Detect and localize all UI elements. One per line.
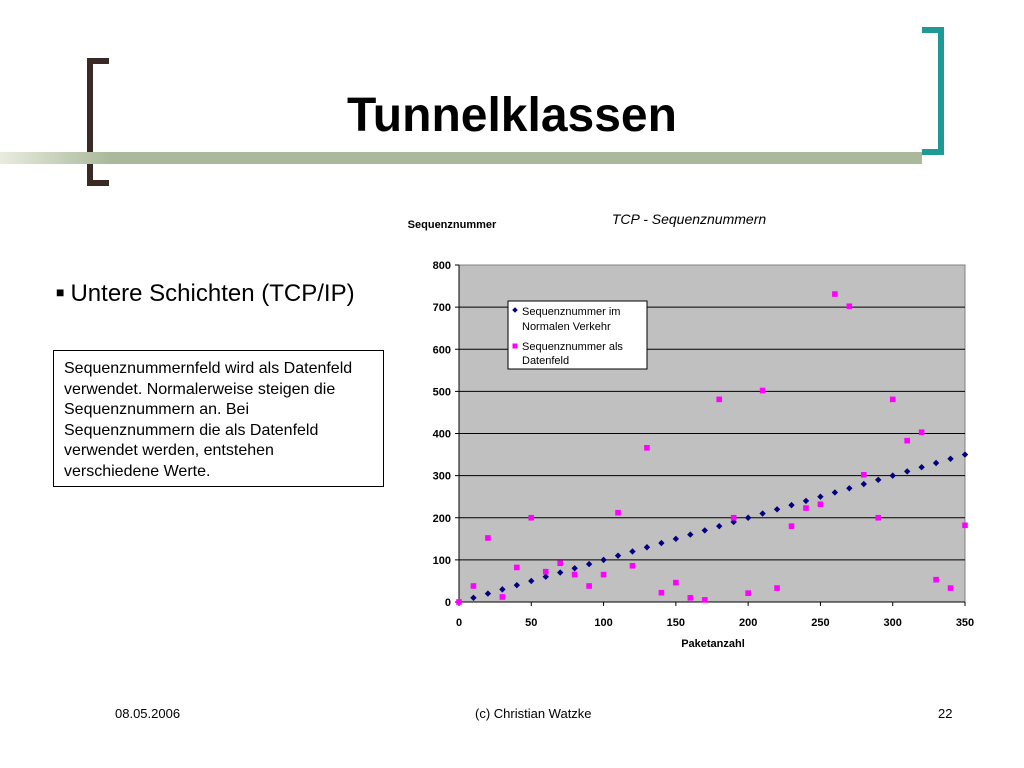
y-tick-label: 700 bbox=[432, 302, 451, 315]
point-datafield bbox=[948, 585, 954, 591]
point-datafield bbox=[586, 583, 592, 589]
point-datafield bbox=[875, 515, 881, 521]
point-datafield bbox=[688, 595, 694, 601]
point-datafield bbox=[904, 438, 910, 444]
point-datafield bbox=[919, 429, 925, 435]
point-datafield bbox=[659, 590, 665, 596]
point-datafield bbox=[847, 303, 853, 309]
point-datafield bbox=[673, 580, 679, 586]
x-tick-label: 200 bbox=[738, 617, 758, 629]
point-datafield bbox=[528, 515, 534, 521]
point-datafield bbox=[557, 560, 563, 566]
y-tick-label: 300 bbox=[432, 470, 451, 483]
x-tick-label: 50 bbox=[525, 617, 538, 629]
chart-title: TCP - Sequenznummern bbox=[611, 211, 767, 227]
point-datafield bbox=[789, 523, 795, 529]
bullet-square-icon: ■ bbox=[56, 284, 65, 300]
y-axis-title: Sequenznummer bbox=[407, 219, 497, 231]
point-datafield bbox=[774, 585, 780, 591]
y-tick-label: 400 bbox=[432, 428, 451, 441]
x-tick-label: 300 bbox=[883, 617, 902, 629]
point-datafield bbox=[832, 291, 838, 297]
footer-date: 08.05.2006 bbox=[115, 706, 181, 721]
point-datafield bbox=[962, 523, 968, 529]
x-tick-label: 350 bbox=[955, 617, 975, 629]
point-datafield bbox=[514, 565, 520, 571]
point-datafield bbox=[760, 388, 766, 394]
point-datafield bbox=[630, 563, 636, 569]
point-datafield bbox=[861, 472, 867, 478]
x-axis-title: Paketanzahl bbox=[681, 638, 745, 650]
x-tick-label: 0 bbox=[455, 617, 463, 629]
point-datafield bbox=[500, 594, 506, 600]
point-datafield bbox=[716, 397, 722, 403]
y-tick-label: 600 bbox=[432, 344, 451, 357]
point-datafield bbox=[702, 597, 708, 603]
x-tick-label: 100 bbox=[594, 617, 613, 629]
point-datafield bbox=[890, 397, 896, 403]
point-datafield bbox=[803, 505, 809, 511]
x-tick-label: 150 bbox=[666, 617, 686, 629]
point-datafield bbox=[456, 599, 462, 605]
point-datafield bbox=[615, 510, 621, 516]
slide-title: Tunnelklassen bbox=[347, 89, 677, 142]
y-tick-label: 0 bbox=[444, 597, 451, 609]
note-box: Sequenznummernfeld wird als Datenfeld verwendet. Normalerweise steigen die Sequenznummern an. Bei Sequenznummern die als Datenfeld verwendet werden, entstehen verschiedene Werte. bbox=[53, 350, 384, 487]
footer-page-number: 22 bbox=[938, 706, 953, 721]
point-datafield bbox=[543, 569, 549, 575]
y-tick-label: 100 bbox=[432, 554, 451, 567]
point-datafield bbox=[572, 572, 578, 578]
point-datafield bbox=[731, 515, 737, 521]
point-datafield bbox=[471, 583, 477, 589]
legend-label-datafield-line1: Sequenznummer als bbox=[522, 341, 623, 353]
point-datafield bbox=[485, 535, 491, 541]
y-tick-label: 500 bbox=[432, 386, 451, 399]
point-datafield bbox=[818, 501, 824, 507]
legend-label-datafield-line2: Datenfeld bbox=[522, 355, 570, 367]
point-datafield bbox=[601, 572, 607, 578]
point-datafield bbox=[933, 577, 939, 583]
legend-label-normal-line2: Normalen Verkehr bbox=[522, 321, 611, 333]
footer-author: (c) Christian Watzke bbox=[475, 706, 592, 721]
legend-marker-datafield bbox=[513, 344, 518, 349]
x-tick-label: 250 bbox=[811, 617, 830, 629]
y-tick-label: 200 bbox=[432, 512, 451, 525]
point-datafield bbox=[644, 445, 650, 451]
y-tick-label: 800 bbox=[432, 260, 451, 272]
bullet-text: Untere Schichten (TCP/IP) bbox=[70, 280, 355, 307]
legend-label-normal-line1: Sequenznummer im bbox=[522, 306, 621, 318]
point-datafield bbox=[745, 590, 751, 596]
